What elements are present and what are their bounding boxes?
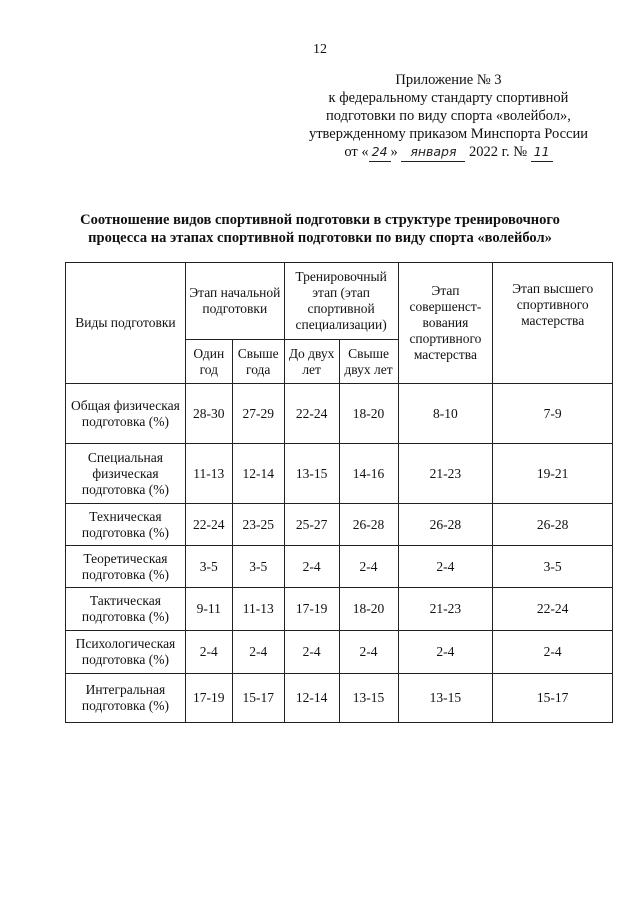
date-month: января xyxy=(401,143,465,162)
subheader-over-year: Свыше года xyxy=(232,340,284,384)
value-cell: 2-4 xyxy=(339,546,398,588)
appendix-line-2: к федеральному стандарту спортивной xyxy=(328,90,569,106)
value-cell: 28-30 xyxy=(185,384,232,444)
row-label: Специальная физическая подготовка (%) xyxy=(66,444,186,504)
value-cell: 12-14 xyxy=(284,674,339,723)
value-cell: 2-4 xyxy=(339,631,398,674)
subheader-over-two-years: Свыше двух лет xyxy=(339,340,398,384)
value-cell: 25-27 xyxy=(284,504,339,546)
value-cell: 13-15 xyxy=(284,444,339,504)
header-stage-highest: Этап высшего спортивного мастерства xyxy=(493,263,613,384)
document-title xyxy=(50,211,590,247)
value-cell: 11-13 xyxy=(185,444,232,504)
table-row xyxy=(66,504,613,546)
subheader-up-to-two-years: До двух лет xyxy=(284,340,339,384)
header-stage-training: Тренировочный этап (этап спортивной специализации) xyxy=(284,263,398,340)
row-label: Общая физическая подготовка (%) xyxy=(66,384,186,444)
appendix-line-3: подготовки по виду спорта «волейбол», xyxy=(326,108,571,124)
value-cell: 23-25 xyxy=(232,504,284,546)
table-row xyxy=(66,546,613,588)
value-cell: 3-5 xyxy=(493,546,613,588)
title-line-2: процесса на этапах спортивной подготовки по виду спорта «волейбол» xyxy=(88,230,552,246)
value-cell: 2-4 xyxy=(398,546,493,588)
date-prefix: от « xyxy=(344,144,369,160)
header-stage-improvement: Этап совершенст-вования спортивного мастерства xyxy=(398,263,493,384)
value-cell: 26-28 xyxy=(339,504,398,546)
value-cell: 19-21 xyxy=(493,444,613,504)
value-cell: 2-4 xyxy=(284,631,339,674)
value-cell: 2-4 xyxy=(398,631,493,674)
row-label: Тактическая подготовка (%) xyxy=(66,588,186,631)
value-cell: 26-28 xyxy=(398,504,493,546)
value-cell: 9-11 xyxy=(185,588,232,631)
value-cell: 18-20 xyxy=(339,588,398,631)
value-cell: 17-19 xyxy=(185,674,232,723)
appendix-header xyxy=(309,71,588,162)
value-cell: 13-15 xyxy=(398,674,493,723)
value-cell: 7-9 xyxy=(493,384,613,444)
value-cell: 13-15 xyxy=(339,674,398,723)
header-types: Виды подготовки xyxy=(66,263,186,384)
training-ratio-table xyxy=(65,262,613,723)
subheader-one-year: Один год xyxy=(185,340,232,384)
value-cell: 2-4 xyxy=(185,631,232,674)
table-row xyxy=(66,588,613,631)
row-label: Интегральная подготовка (%) xyxy=(66,674,186,723)
appendix-date-line xyxy=(309,143,588,162)
value-cell: 14-16 xyxy=(339,444,398,504)
table-row xyxy=(66,631,613,674)
date-day-suffix: » xyxy=(390,144,402,160)
appendix-line-4: утвержденному приказом Минспорта России xyxy=(308,126,588,142)
value-cell: 11-13 xyxy=(232,588,284,631)
value-cell: 21-23 xyxy=(398,444,493,504)
value-cell: 3-5 xyxy=(232,546,284,588)
table-row xyxy=(66,444,613,504)
order-number: 11 xyxy=(531,143,553,162)
value-cell: 15-17 xyxy=(232,674,284,723)
value-cell: 2-4 xyxy=(232,631,284,674)
value-cell: 2-4 xyxy=(284,546,339,588)
value-cell: 21-23 xyxy=(398,588,493,631)
page-number: 12 xyxy=(313,42,327,57)
value-cell: 26-28 xyxy=(493,504,613,546)
value-cell: 18-20 xyxy=(339,384,398,444)
appendix-line-1: Приложение № 3 xyxy=(395,72,502,88)
value-cell: 8-10 xyxy=(398,384,493,444)
value-cell: 22-24 xyxy=(284,384,339,444)
date-day: 24 xyxy=(369,143,391,162)
value-cell: 2-4 xyxy=(493,631,613,674)
value-cell: 17-19 xyxy=(284,588,339,631)
date-year: 2022 г. № xyxy=(469,144,528,160)
row-label: Техническая подготовка (%) xyxy=(66,504,186,546)
value-cell: 27-29 xyxy=(232,384,284,444)
value-cell: 15-17 xyxy=(493,674,613,723)
value-cell: 3-5 xyxy=(185,546,232,588)
table-row xyxy=(66,384,613,444)
value-cell: 22-24 xyxy=(185,504,232,546)
row-label: Психологическая подготовка (%) xyxy=(66,631,186,674)
table-row xyxy=(66,674,613,723)
header-stage-initial: Этап начальной подготовки xyxy=(185,263,284,340)
row-label: Теоретическая подготовка (%) xyxy=(66,546,186,588)
table-body xyxy=(66,384,613,723)
title-line-1: Соотношение видов спортивной подготовки в структуре тренировочного xyxy=(80,212,560,228)
value-cell: 12-14 xyxy=(232,444,284,504)
value-cell: 22-24 xyxy=(493,588,613,631)
